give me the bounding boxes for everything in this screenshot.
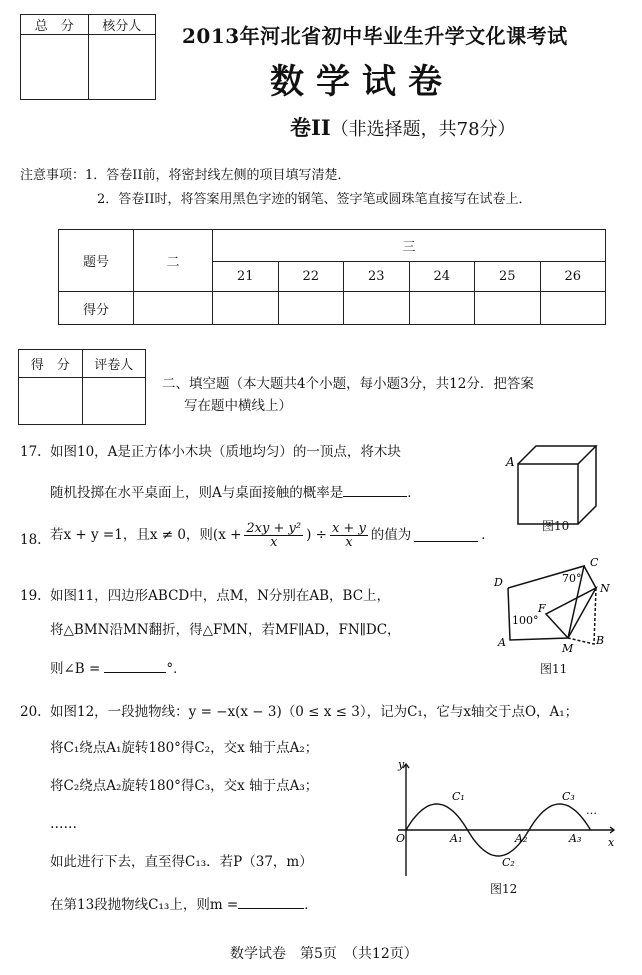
q17-answer-blank[interactable] (343, 484, 407, 497)
q19-line-1: 如图11，四边形ABCD中，点M，N分别在AB，BC上， (50, 588, 391, 604)
figure-12-caption: 图12 (490, 882, 518, 896)
q19-number: 19. (20, 588, 42, 604)
score-cell[interactable] (540, 292, 606, 325)
grader-score-field[interactable] (19, 378, 83, 425)
q18-frac1-denominator: x (270, 535, 278, 550)
y-axis-label: y (398, 758, 405, 771)
figure-12-parabolas (388, 758, 620, 880)
q19-degree: °． (166, 661, 187, 677)
cube-side-face (578, 446, 596, 524)
table-column-number: 21 (213, 262, 279, 292)
a2-label: A₂ (515, 832, 528, 845)
total-score-box (20, 14, 156, 100)
section-two-desc-cont: 写在题中横线上） (184, 398, 292, 414)
q17-text: 随机投掷在水平桌面上，则A与桌面接触的概率是 (50, 485, 344, 501)
c3-label: C₃ (562, 790, 575, 803)
q18-expression: 若x + y =1，且x ≠ 0，则(x + $\frac{\text{2xy + y²}}{x}$ ) ÷ $\frac{x + y}{x}$ 的值为 ． (50, 521, 495, 550)
score-cell[interactable] (134, 292, 213, 325)
q20-line-6: 在第13段抛物线C₁₃上，则m = ． (50, 897, 318, 913)
notes-line-1 (20, 164, 351, 183)
label-c: C (590, 556, 599, 569)
angle-c-label: 70° (562, 572, 582, 585)
a1-label: A₁ (450, 832, 463, 845)
q19-line-3 (50, 660, 187, 677)
section-three-header: 三 (213, 230, 606, 262)
note-item: 2．答卷II时，将答案用黑色字迹的钢笔、签字笔或圆珠笔直接写在试卷上． (97, 192, 532, 207)
q17-number: 17. (20, 444, 42, 460)
section-two-header: 二 (134, 230, 213, 292)
score-cell[interactable] (409, 292, 475, 325)
a3-label: A₃ (569, 832, 582, 845)
q18-fraction-2 (330, 522, 368, 549)
q20-number: 20. (20, 704, 42, 720)
q20-line-2: 将C₁绕点A₁旋转180°得C₂，交x 轴于点A₂； (50, 740, 319, 756)
q17-line-2: 随机投掷在水平桌面上，则A与桌面接触的概率是 ． (50, 485, 421, 501)
q20-text: 在第13段抛物线C₁₃上，则m = (50, 897, 239, 913)
continuation-dots: … (586, 804, 597, 817)
total-score-label: 总 分 (21, 15, 89, 35)
score-table (58, 229, 606, 325)
checker-label: 核分人 (88, 15, 156, 35)
table-column-number: 22 (278, 262, 344, 292)
volume-note: （非选择题，共78分） (330, 119, 516, 140)
figure-10-caption: 图10 (542, 519, 570, 533)
q18-answer-blank[interactable] (414, 529, 478, 542)
score-cell[interactable] (344, 292, 410, 325)
table-column-number: 23 (344, 262, 410, 292)
label-d: D (494, 576, 503, 589)
q19-text: 则∠B = (50, 661, 101, 677)
volume-heading (290, 112, 516, 142)
table-column-number: 25 (475, 262, 541, 292)
q18-frac1-numerator: 2xy + y² (246, 521, 302, 536)
cube-vertex-label: A (506, 455, 515, 469)
subject-title: 数学试卷 (270, 62, 454, 102)
section-two-heading (162, 372, 534, 392)
grader-field[interactable] (82, 378, 146, 425)
question-number-label: 题号 (59, 230, 134, 292)
q18-frac2-denominator: x (345, 535, 353, 550)
q20-answer-blank[interactable] (238, 896, 304, 909)
c1-label: C₁ (452, 790, 465, 803)
grader-score-label: 得 分 (19, 350, 83, 378)
exam-title: 2013年河北省初中毕业生升学文化课考试 (182, 24, 568, 48)
score-cell[interactable] (213, 292, 279, 325)
q18-fraction-1 (244, 522, 303, 549)
q18-post: 的值为 (370, 526, 412, 543)
q19-line-2: 将△BMN沿MN翻折，得△FMN，若MF∥AD，FN∥DC， (50, 622, 401, 638)
label-b: B (596, 634, 605, 647)
q18-number: 18. (20, 532, 42, 548)
q19-answer-blank[interactable] (104, 660, 166, 673)
section-two-title: 二、填空题 (162, 376, 230, 392)
q18-pre: 若x + y =1，且x ≠ 0，则(x + (50, 526, 242, 543)
q18-mid: ) ÷ (306, 526, 327, 543)
label-f: F (538, 602, 546, 615)
cube-top-face (518, 446, 596, 464)
section-two-desc: （本大题共4个小题，每小题3分，共12分．把答案 (229, 376, 534, 392)
score-cell[interactable] (475, 292, 541, 325)
notes-label: 注意事项： (20, 168, 86, 183)
angle-a-label: 100° (512, 614, 539, 627)
q17-line-1: 如图10，A是正方体小木块（质地均匀）的一顶点，将木块 (50, 444, 401, 460)
note-item: 1．答卷II前，将密封线左侧的项目填写清楚． (85, 168, 351, 183)
origin-label: O (396, 832, 406, 845)
q20-line-3: 将C₂绕点A₂旋转180°得C₃，交x 轴于点A₃； (50, 778, 319, 794)
total-score-field[interactable] (21, 35, 89, 100)
label-n: N (600, 582, 610, 595)
grader-label: 评卷人 (82, 350, 146, 378)
x-axis-label: x (608, 836, 615, 849)
volume-label: 卷II (290, 115, 331, 140)
score-row-label: 得分 (59, 292, 134, 325)
figure-11-caption: 图11 (540, 662, 568, 676)
table-column-number: 26 (540, 262, 606, 292)
checker-field[interactable] (88, 35, 156, 100)
grader-box (18, 349, 146, 425)
cube-front-face (518, 464, 578, 524)
triangle-fmn (546, 588, 596, 638)
page-footer: 数学试卷 第5页 （共12页） (230, 946, 418, 962)
label-a: A (498, 636, 506, 649)
q20-line-4: …… (50, 816, 77, 832)
label-m: M (562, 642, 574, 655)
q20-line-1: 如图12，一段抛物线：y = −x(x − 3)（0 ≤ x ≤ 3），记为C₁，它与x轴交于点O，A₁； (50, 704, 579, 720)
side-cn (584, 566, 596, 588)
c2-label: C₂ (502, 856, 515, 869)
figure-11-quadrilateral (486, 552, 616, 660)
table-column-number: 24 (409, 262, 475, 292)
q20-line-5: 如此进行下去，直至得C₁₃．若P（37，m） (50, 854, 313, 870)
q18-frac2-numerator: x + y (331, 521, 366, 536)
score-cell[interactable] (278, 292, 344, 325)
